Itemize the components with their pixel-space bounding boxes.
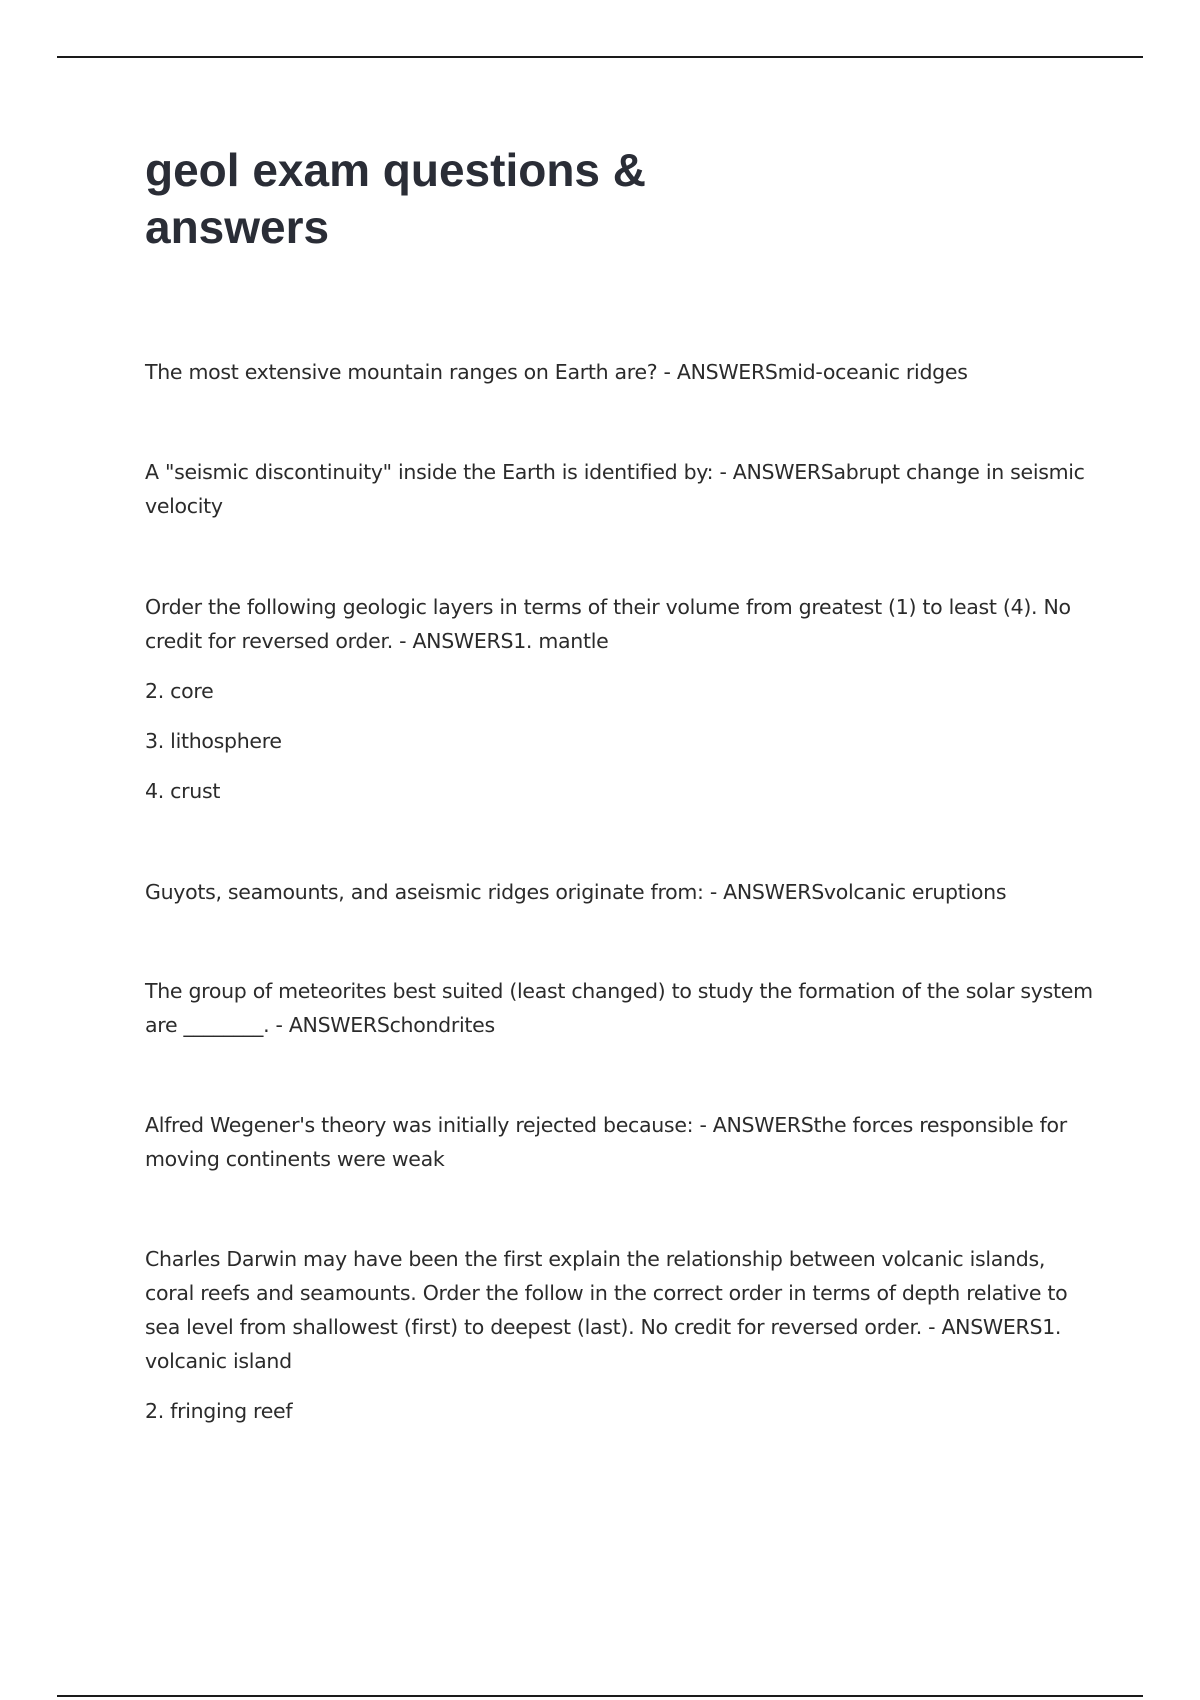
- qa-entry: [145, 1242, 1095, 1428]
- qa-entry: [145, 590, 1095, 808]
- qa-text: Alfred Wegener's theory was initially rejected because: - ANSWERSthe forces responsible for moving continents were weak: [145, 1113, 1067, 1171]
- top-rule: [57, 56, 1143, 58]
- qa-entry: [145, 1108, 1095, 1176]
- qa-text: A "seismic discontinuity" inside the Earth is identified by: - ANSWERSabrupt change in seismic velocity: [145, 460, 1085, 518]
- answer-list-item: 2. core: [145, 679, 214, 703]
- qa-text: The group of meteorites best suited (least changed) to study the formation of the solar system are ________. - ANSWERSchondrites: [145, 979, 1093, 1037]
- qa-entry: [145, 875, 1095, 909]
- qa-text: Charles Darwin may have been the first explain the relationship between volcanic islands, coral reefs and seamounts. Order the follow in the correct order in terms of depth relative to sea level from shallowest (first) to deepest (last). No credit for reversed order. - ANSWERS1. volcanic island: [145, 1247, 1068, 1373]
- qa-text: Order the following geologic layers in terms of their volume from greatest (1) to least (4). No credit for reversed order. - ANSWERS1. mantle: [145, 595, 1071, 653]
- qa-text: Guyots, seamounts, and aseismic ridges originate from: - ANSWERSvolcanic eruptions: [145, 880, 1007, 904]
- qa-text: The most extensive mountain ranges on Earth are? - ANSWERSmid-oceanic ridges: [145, 360, 968, 384]
- answer-list-item: 3. lithosphere: [145, 729, 282, 753]
- answer-list-item: 4. crust: [145, 779, 221, 803]
- qa-entry: [145, 355, 1095, 389]
- qa-entry: [145, 455, 1095, 523]
- answer-list-item: 2. fringing reef: [145, 1399, 293, 1423]
- bottom-rule: [57, 1695, 1143, 1697]
- page-title: geol exam questions & answers: [145, 144, 647, 253]
- qa-entry: [145, 974, 1095, 1042]
